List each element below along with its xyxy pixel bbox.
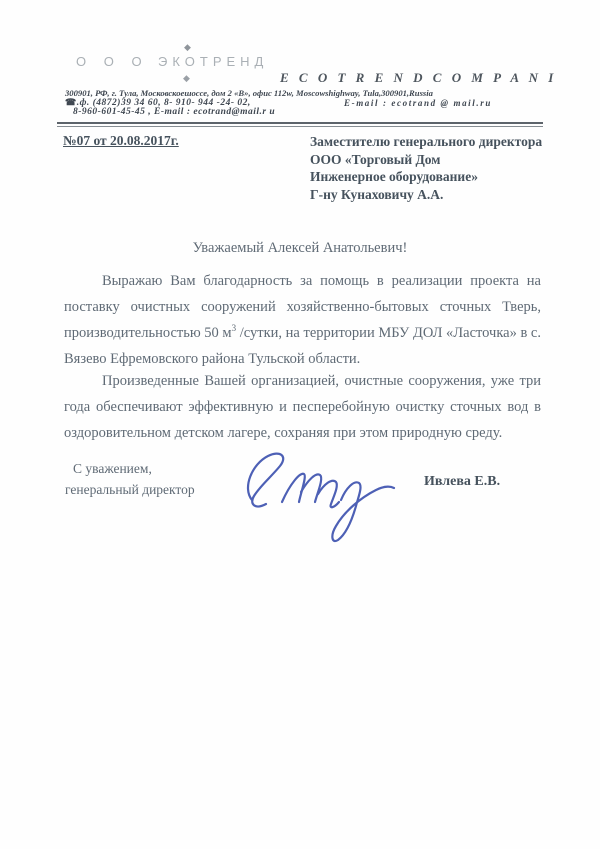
handwritten-signature-image [238,438,413,548]
company-name: E C O T R E N D C O M P A N I [280,70,557,85]
signer-name: Ивлева Е.В. [424,474,501,489]
logo-ooo-text: О О О [76,54,149,69]
phone-icon: ☎ [65,97,77,107]
recipient-block [310,133,550,203]
closing-block [65,458,195,500]
closing-regards: С уважением, [73,461,152,476]
cubic-meter-superscript: 3 [231,323,237,334]
recipient-line: Заместителю генерального директора [310,134,543,149]
paragraph-1-text-continued: /сутки, на территории МБУ ДОЛ «Ласточка» в с. Вязево Ефремовского района Тульской области. [64,325,541,367]
logo-brand-text: ЭКОТРЕНД [158,54,269,69]
phone-numbers: .ф. (4872)39 34 60, 8- 910- 944 -24- 02, [76,98,251,108]
paragraph-1-text: Выражаю Вам благодарность за помощь в реализации проекта на поставку очистных сооружений хозяйственно-бытовых сточных Тверь, производительностью 50 м [64,273,541,341]
company-email: E-mail : ecotrand @ mail.ru [344,98,492,108]
header-divider [57,122,543,127]
logo-diamond-icon: ◆ [183,73,190,83]
body-paragraph-2: Произведенные Вашей организацией, очистные сооружения, уже три года обеспечивают эффективную и песперебойную очистку сточных вод в оздоровительном детском лагере, сохраняя при этом природную среду. [64,373,541,441]
recipient-line: ООО «Торговый Дом [310,151,441,167]
recipient-line: Инженерное оборудование» [310,169,478,184]
body-paragraph-1 [64,268,541,372]
closing-title: генеральный директор [65,482,195,497]
company-phone-line-2: 8-960-601-45-45 , E-mail : ecotrand@mail.r u [73,107,276,117]
logo-diamond-icon: ◆ [184,42,191,52]
reference-number-date: №07 от 20.08.2017г. [63,133,179,148]
recipient-line: Г-ну Кунаховичу А.А. [310,186,444,202]
salutation: Уважаемый Алексей Анатольевич! [192,240,408,256]
company-address: 300901, РФ, г. Тула, Московскоешоссе, дом 2 «В», офис 112w, Moscowshighway, Tula,300901,Russia [65,88,433,98]
